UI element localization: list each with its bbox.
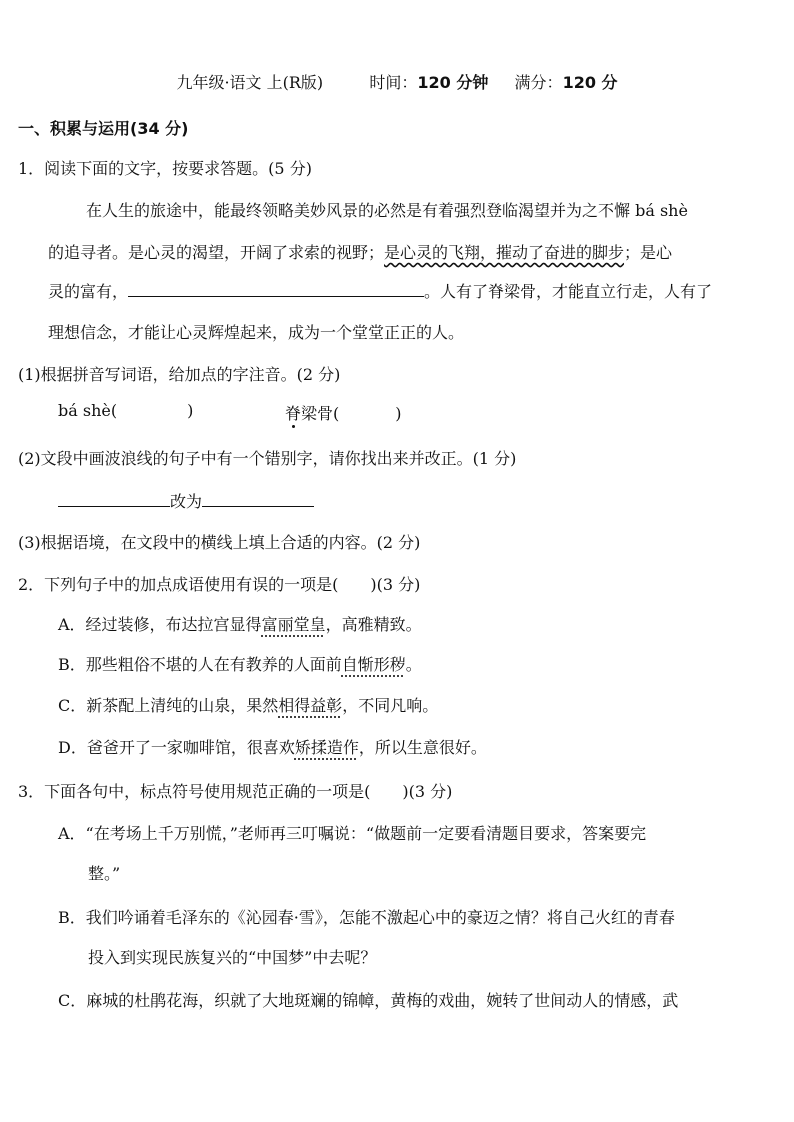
section-title: 一、积累与运用(34 分)	[18, 119, 189, 138]
option-d-text: D．爸爸开了一家咖啡馆，很喜欢	[58, 738, 295, 757]
passage-line-1: 在人生的旅途中，能最终领略美妙风景的必然是有着强烈登临渴望并为之不懈 bá shè	[86, 201, 688, 220]
option-a-line-1[interactable]: A．“在考场上千万别慌，”老师再三叮嘱说：“做题前一定要看清题目要求，答案要完	[58, 824, 647, 843]
option-a-idiom: 富丽堂皇	[261, 615, 326, 634]
option-b-idiom: 自惭形秽	[341, 655, 406, 674]
correction-line	[58, 489, 314, 512]
option-b-line-2: 投入到实现民族复兴的“中国梦”中去呢？	[88, 948, 377, 967]
wavy-sentence: 是心灵的飞翔，摧动了奋进的脚步	[384, 243, 625, 262]
question-2-title: 2．下列句子中的加点成语使用有误的一项是( )(3 分)	[18, 575, 421, 594]
option-d[interactable]	[58, 735, 487, 758]
exam-header	[0, 70, 794, 93]
time-value: 120 分钟	[417, 73, 489, 92]
option-a-text: A．经过装修，布达拉宫显得	[58, 615, 262, 634]
option-d-idiom: 矫揉造作	[294, 738, 359, 757]
subquestion-2-title: (2)文段中画波浪线的句子中有一个错别字，请你找出来并改正。(1 分)	[18, 449, 517, 468]
option-c-idiom: 相得益彰	[278, 696, 343, 715]
option-b-line-1[interactable]: B．我们吟诵着毛泽东的《沁园春·雪》，怎能不激起心中的豪迈之情？将自己火红的青春	[58, 908, 675, 927]
subquestion-1-title: (1)根据拼音写词语，给加点的字注音。(2 分)	[18, 365, 341, 384]
option-a-end: ，高雅精致。	[325, 615, 422, 634]
wrong-char-blank[interactable]	[58, 505, 170, 507]
option-a[interactable]	[58, 612, 422, 635]
score-value: 120 分	[562, 73, 618, 92]
passage-line-3	[48, 279, 712, 302]
pinyin-label: bá shè(	[58, 401, 118, 420]
correct-char-blank[interactable]	[202, 505, 314, 507]
passage-line-4: 理想信念，才能让心灵辉煌起来，成为一个堂堂正正的人。	[48, 323, 465, 342]
option-b-text: B．那些粗俗不堪的人在有教养的人面前	[58, 655, 342, 674]
passage-line-2	[48, 240, 672, 263]
option-b[interactable]	[58, 652, 422, 675]
passage-line-2-end: ；是心	[624, 243, 673, 262]
passage-line-3-end: 。人有了脊梁骨，才能直立行走，人有了	[424, 282, 713, 301]
word-close: )	[395, 404, 402, 423]
score-label: 满分：	[514, 73, 563, 92]
pinyin-answer[interactable]	[58, 401, 193, 420]
option-c-line-1[interactable]: C．麻城的杜鹃花海，织就了大地斑斓的锦幛，黄梅的戏曲，婉转了世间动人的情感，武	[58, 991, 679, 1010]
pronunciation-answer[interactable]	[285, 401, 402, 424]
word-label: 梁骨(	[301, 404, 340, 423]
change-to-label: 改为	[170, 492, 203, 511]
question-3-title: 3．下面各句中，标点符号使用规范正确的一项是( )(3 分)	[18, 782, 453, 801]
passage-line-2-start: 的追寻者。是心灵的渴望，开阔了求索的视野；	[48, 243, 385, 262]
question-1-title: 1．阅读下面的文字，按要求答题。(5 分)	[18, 159, 312, 178]
option-c[interactable]	[58, 693, 438, 716]
fill-blank-line[interactable]	[128, 295, 424, 297]
subquestion-3-title: (3)根据语境，在文段中的横线上填上合适的内容。(2 分)	[18, 533, 421, 552]
pinyin-close: )	[187, 401, 194, 420]
dotted-char: 脊	[285, 404, 302, 423]
grade-subject: 九年级·语文 上(R版)	[176, 73, 324, 92]
option-c-end: ，不同凡响。	[342, 696, 439, 715]
option-b-end: 。	[405, 655, 422, 674]
option-a-line-2: 整。”	[88, 864, 121, 883]
time-label: 时间：	[369, 73, 418, 92]
option-d-end: ，所以生意很好。	[358, 738, 487, 757]
option-c-text: C．新茶配上清纯的山泉，果然	[58, 696, 279, 715]
passage-line-3-start: 灵的富有，	[48, 282, 129, 301]
